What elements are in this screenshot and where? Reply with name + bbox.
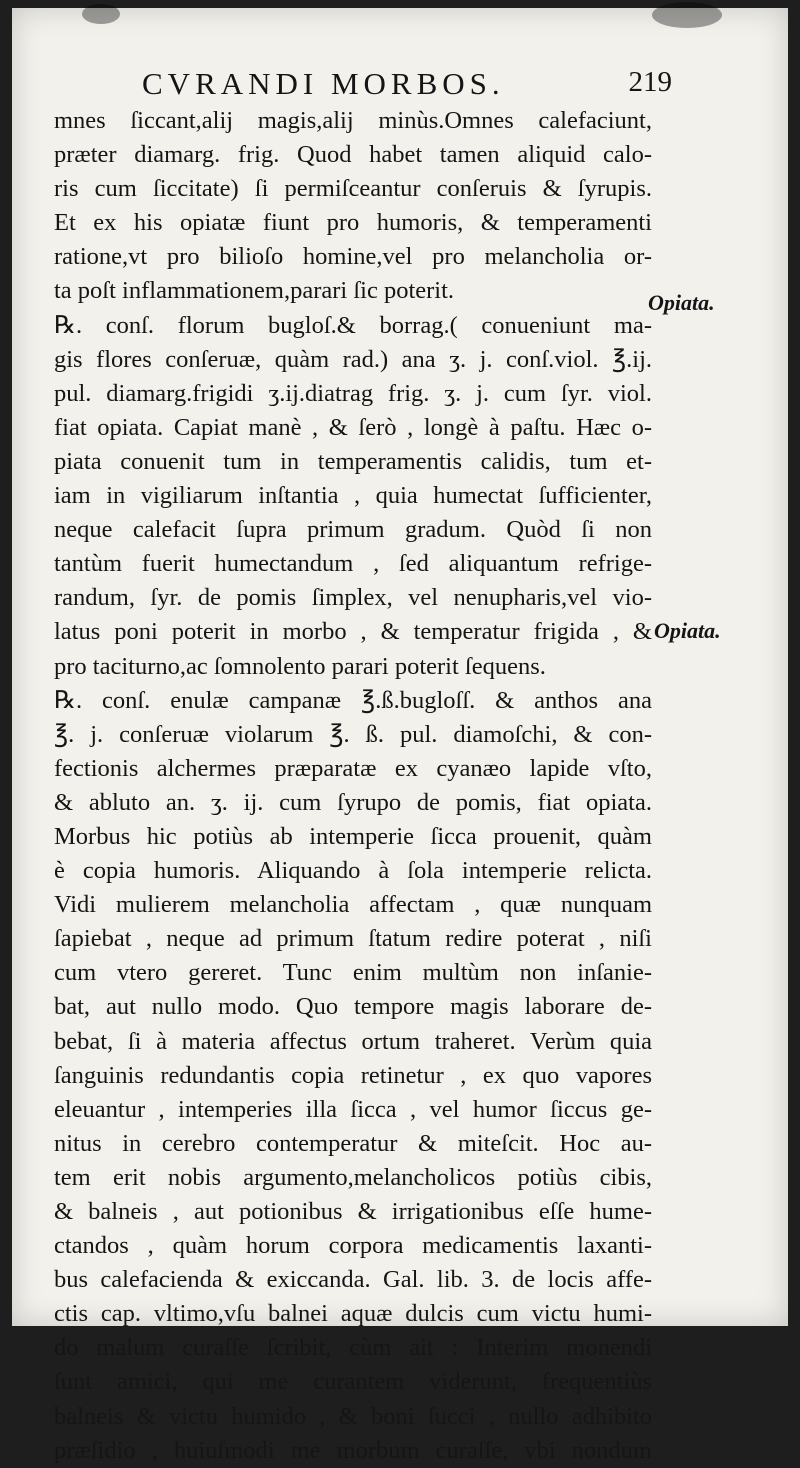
text-line: pul. diamarg.frigidi ʒ.ij.diatrag frig. ʒ. j. cum ſyr. viol. bbox=[54, 379, 652, 407]
text-line: bat, aut nullo modo. Quo tempore magis laborare de- bbox=[54, 993, 652, 1021]
text-line: Vidi mulierem melancholia affectam , quæ nunquam bbox=[54, 891, 652, 919]
text-line: randum, ſyr. de pomis ſimplex, vel nenupharis,vel vio- bbox=[54, 584, 652, 612]
text-line: fiat opiata. Capiat manè , & ſerò , longè à paſtu. Hæc o- bbox=[54, 413, 652, 441]
running-head: CVRANDI MORBOS. bbox=[142, 66, 505, 101]
text-line: ℞. conſ. enulæ campanæ ℥.ß.bugloſſ. & anthos ana bbox=[54, 686, 652, 714]
text-line: ta poſt inflammationem,parari ſic poterit. bbox=[54, 277, 455, 305]
text-line: mnes ſiccant,alij magis,alij minùs.Omnes calefaciunt, bbox=[54, 107, 652, 134]
text-line: Et ex his opiatæ fiunt pro humoris, & temperamenti bbox=[54, 209, 652, 237]
text-line: tantùm fuerit humectandum , ſed aliquantum refrige- bbox=[54, 550, 652, 578]
text-line: balneis & victu humido , & boni ſucci , nullo adhibito bbox=[54, 1402, 652, 1430]
text-line: præſidio , huiuſmodi me morbum curaſſe, vbi nondum bbox=[54, 1436, 652, 1464]
text-line: è copia humoris. Aliquando à ſola intemperie relicta. bbox=[54, 857, 652, 885]
text-line: ℥. j. conſeruæ violarum ℥. ß. pul. diamoſchi, & con- bbox=[54, 720, 652, 748]
text-line: neque calefacit ſupra primum gradum. Quòd ſi non bbox=[54, 516, 652, 544]
text-line: eleuantur , intemperies illa ſicca , vel humor ſiccus ge- bbox=[54, 1095, 652, 1123]
text-line: gis flores conſeruæ, quàm rad.) ana ʒ. j. conſ.viol. ℥.ij. bbox=[54, 345, 652, 373]
text-line: iam in vigiliarum inſtantia , quia humectat ſufficienter, bbox=[54, 482, 652, 510]
text-line: ratione,vt pro bilioſo homine,vel pro melancholia or- bbox=[54, 243, 652, 271]
text-line: tem erit nobis argumento,melancholicos potiùs cibis, bbox=[54, 1163, 652, 1191]
text-line: & abluto an. ʒ. ij. cum ſyrupo de pomis, fiat opiata. bbox=[54, 788, 652, 816]
page-header bbox=[132, 64, 672, 104]
page-number: 219 bbox=[628, 66, 672, 98]
body-text bbox=[54, 104, 652, 1468]
text-line: latus poni poterit in morbo , & temperatur frigida , & bbox=[54, 618, 652, 646]
text-line: bus calefacienda & exiccanda. Gal. lib. 3. de locis affe- bbox=[54, 1266, 652, 1294]
text-line: piata conuenit tum in temperamentis calidis, tum et- bbox=[54, 447, 652, 475]
text-line: fectionis alchermes præparatæ ex cyanæo lapide vſto, bbox=[54, 754, 652, 782]
text-line: ctis cap. vltimo,vſu balnei aquæ dulcis cum victu humi- bbox=[54, 1300, 652, 1328]
text-line: ſanguinis redundantis copia retinetur , ex quo vapores bbox=[54, 1061, 652, 1089]
margin-note: Opiata. bbox=[654, 618, 721, 643]
text-line: Morbus hic potiùs ab intemperie ſicca prouenit, quàm bbox=[54, 822, 652, 850]
margin-note: Opiata. bbox=[648, 290, 715, 315]
text-line: bebat, ſi à materia affectus ortum traheret. Verùm quia bbox=[54, 1027, 652, 1055]
text-line: præter diamarg. frig. Quod habet tamen aliquid calo- bbox=[54, 141, 652, 169]
text-line: ſunt amici, qui me curantem viderunt, frequentiùs bbox=[54, 1368, 652, 1396]
book-page bbox=[12, 8, 788, 1464]
page-stain bbox=[652, 2, 722, 28]
text-line: cum vtero gereret. Tunc enim multùm non inſanie- bbox=[54, 959, 652, 987]
text-line: & balneis , aut potionibus & irrigationibus eſſe hume- bbox=[54, 1198, 652, 1225]
text-line: ris cum ſiccitate) ſi permiſceantur conſeruis & ſyrupis. bbox=[54, 175, 652, 203]
text-line: ℞. conſ. florum bugloſ.& borrag.( conueniunt ma- bbox=[54, 311, 652, 339]
text-line: nitus in cerebro contemperatur & miteſcit. Hoc au- bbox=[54, 1129, 652, 1157]
text-line: ctandos , quàm horum corpora medicamentis laxanti- bbox=[54, 1232, 652, 1260]
text-line: ſapiebat , neque ad primum ſtatum redire poterat , niſi bbox=[54, 925, 652, 953]
page-stain bbox=[82, 4, 120, 24]
text-line: pro taciturno,ac ſomnolento parari poterit ſequens. bbox=[54, 652, 546, 680]
text-line: do malum curaſſe ſcribit, cùm ait : Interim monendi bbox=[54, 1334, 652, 1362]
